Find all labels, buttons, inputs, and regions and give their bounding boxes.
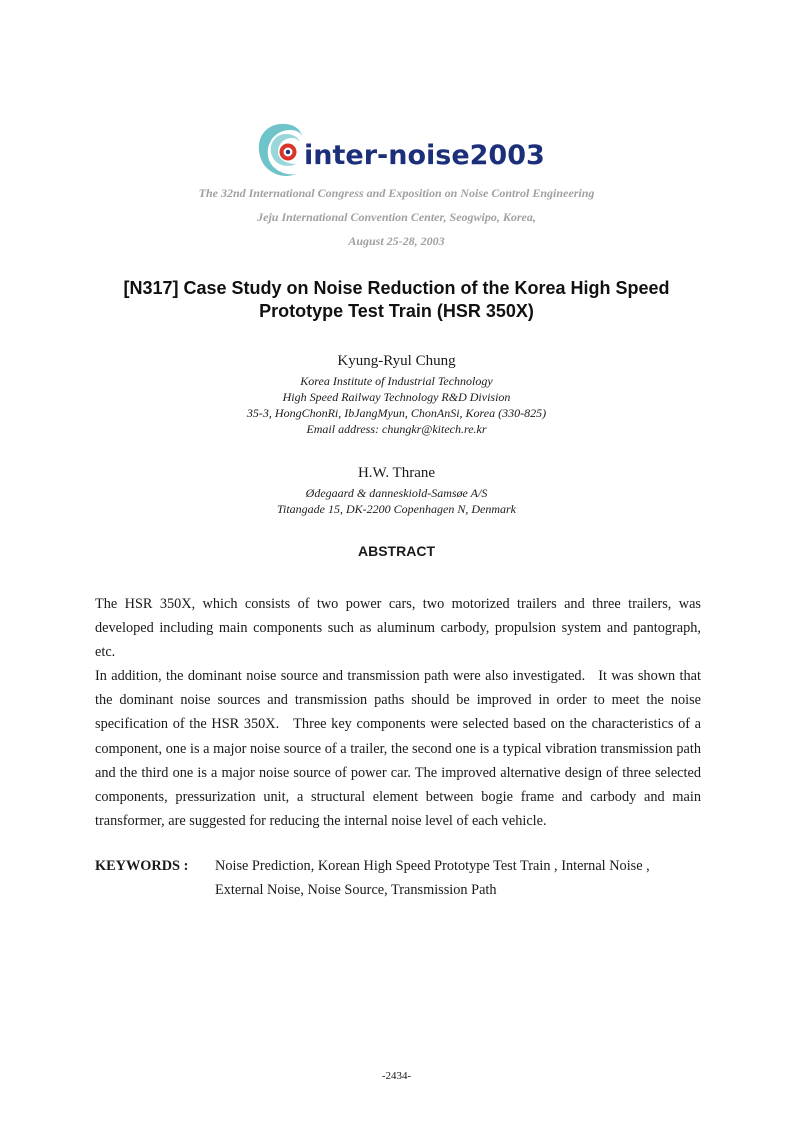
author-1-affiliation-line: 35-3, HongChonRi, IbJangMyun, ChonAnSi, Korea (330-825) bbox=[246, 406, 547, 420]
keywords-list bbox=[215, 854, 725, 902]
conference-name: The 32nd International Congress and Exposition on Noise Control Engineering bbox=[198, 186, 595, 200]
author-name-2: H.W. Thrane bbox=[357, 465, 436, 481]
abstract-heading: ABSTRACT bbox=[358, 543, 435, 559]
author-1-affiliation-line: Korea Institute of Industrial Technology bbox=[300, 374, 493, 388]
title-line-2: Prototype Test Train (HSR 350X) bbox=[259, 301, 534, 321]
keywords-line-1: Noise Prediction, Korean High Speed Prototype Test Train , Internal Noise , bbox=[215, 858, 650, 874]
abstract-paragraph-2: In addition, the dominant noise source and transmission path were also investigated. It was shown that the dominant noise sources and transmission paths should be improved in order to meet the noise specification of the HSR 350X. Three key components were selected based on the characteristics of a component, one is a major noise source of a trailer, the second one is a typical vibration transmission path and the third one is a major noise source of power car. The improved alternative design of three selected components, pressurization unit, a structural element between bogie frame and carbody and main transformer, are suggested for reducing the internal noise level of each vehicle. bbox=[95, 668, 701, 829]
abstract-paragraph-1: The HSR 350X, which consists of two power cars, two motorized trailers and three trailers, was developed including main components such as aluminum carbody, propulsion system and pantograph, etc. bbox=[95, 596, 701, 661]
conference-venue: Jeju International Convention Center, Seogwipo, Korea, bbox=[257, 210, 536, 224]
keywords-line-2: External Noise, Noise Source, Transmission Path bbox=[215, 882, 497, 898]
paper-title bbox=[60, 277, 733, 323]
author-1-email: Email address: chungkr@kitech.re.kr bbox=[306, 422, 487, 436]
author-2-affiliation-line: Ødegaard & danneskiold-Samsøe A/S bbox=[305, 486, 488, 500]
author-1-affiliation-line: High Speed Railway Technology R&D Division bbox=[282, 390, 511, 404]
page-number: -2434- bbox=[381, 1070, 412, 1082]
author-2-affiliation-line: Titangade 15, DK-2200 Copenhagen N, Denmark bbox=[277, 502, 516, 516]
logo-text: inter-noise2003 bbox=[304, 140, 545, 171]
keywords-label: KEYWORDS : bbox=[95, 858, 189, 874]
title-line-1: [N317] Case Study on Noise Reduction of the Korea High Speed bbox=[123, 278, 670, 298]
abstract-body bbox=[95, 592, 701, 833]
swirl-emblem-icon bbox=[259, 124, 302, 176]
inter-noise-logo bbox=[256, 120, 546, 182]
author-name-1: Kyung-Ryul Chung bbox=[337, 353, 456, 369]
conference-date: August 25-28, 2003 bbox=[348, 234, 445, 248]
